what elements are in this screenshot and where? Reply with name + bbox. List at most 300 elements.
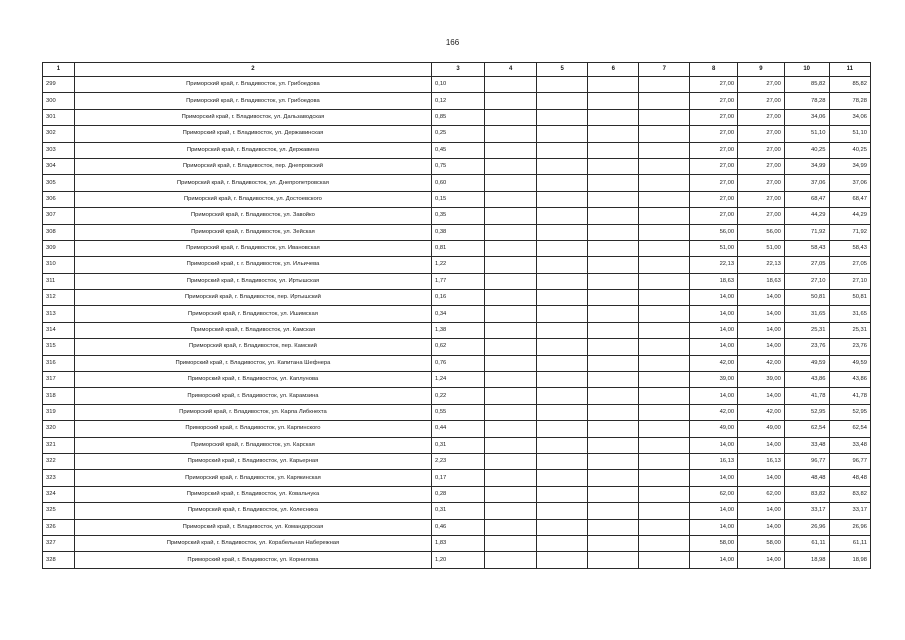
- table-row: [43, 191, 871, 207]
- cell-value-10: 31,65: [784, 306, 829, 322]
- cell-length: 1,77: [432, 273, 485, 289]
- cell-value-9: 14,00: [738, 290, 785, 306]
- table-row: [43, 158, 871, 174]
- cell-value-9: 14,00: [738, 503, 785, 519]
- cell-col-4: [485, 126, 537, 142]
- cell-col-4: [485, 388, 537, 404]
- cell-value-8: 27,00: [690, 142, 738, 158]
- cell-row-number: 324: [43, 486, 75, 502]
- cell-col-6: [588, 257, 639, 273]
- tariff-table: [42, 62, 871, 569]
- cell-col-5: [537, 486, 588, 502]
- cell-value-9: 14,00: [738, 322, 785, 338]
- cell-value-11: 48,48: [829, 470, 871, 486]
- cell-col-7: [639, 77, 690, 93]
- cell-col-7: [639, 191, 690, 207]
- cell-address: Приморский край, г. Владивосток, ул. Грибоедова: [74, 77, 431, 93]
- cell-value-11: 58,43: [829, 240, 871, 256]
- cell-length: 1,83: [432, 535, 485, 551]
- cell-col-7: [639, 142, 690, 158]
- cell-address: Приморский край, г. Владивосток, ул. Дальзаводская: [74, 109, 431, 125]
- cell-length: 0,35: [432, 208, 485, 224]
- cell-address: Приморский край, г. Владивосток, ул. Завойко: [74, 208, 431, 224]
- cell-value-9: 58,00: [738, 535, 785, 551]
- cell-row-number: 325: [43, 503, 75, 519]
- cell-value-8: 58,00: [690, 535, 738, 551]
- cell-col-6: [588, 175, 639, 191]
- cell-col-4: [485, 503, 537, 519]
- cell-value-8: 27,00: [690, 191, 738, 207]
- cell-address: Приморский край, г. Владивосток, ул. Карла Либкнехта: [74, 404, 431, 420]
- cell-col-5: [537, 306, 588, 322]
- cell-col-4: [485, 257, 537, 273]
- cell-address: Приморский край, г. Владивосток, ул. Достоевского: [74, 191, 431, 207]
- cell-length: 0,62: [432, 339, 485, 355]
- cell-col-4: [485, 470, 537, 486]
- cell-col-5: [537, 453, 588, 469]
- cell-value-11: 71,92: [829, 224, 871, 240]
- cell-row-number: 313: [43, 306, 75, 322]
- cell-col-6: [588, 535, 639, 551]
- table-row: [43, 535, 871, 551]
- cell-value-11: 34,99: [829, 158, 871, 174]
- cell-value-8: 14,00: [690, 290, 738, 306]
- cell-address: Приморский край, г. Владивосток, ул. Державина: [74, 142, 431, 158]
- cell-col-7: [639, 535, 690, 551]
- cell-row-number: 305: [43, 175, 75, 191]
- table-body: [43, 77, 871, 569]
- cell-value-10: 34,99: [784, 158, 829, 174]
- cell-length: 0,76: [432, 355, 485, 371]
- cell-col-7: [639, 437, 690, 453]
- cell-address: Приморский край, г. Владивосток, ул. Капитана Шефнера: [74, 355, 431, 371]
- cell-col-7: [639, 404, 690, 420]
- cell-value-11: 26,96: [829, 519, 871, 535]
- table-row: [43, 486, 871, 502]
- cell-address: Приморский край, г. Владивосток, ул. Ишимская: [74, 306, 431, 322]
- table-row: [43, 142, 871, 158]
- cell-col-5: [537, 470, 588, 486]
- cell-col-7: [639, 273, 690, 289]
- cell-value-9: 27,00: [738, 208, 785, 224]
- cell-col-7: [639, 126, 690, 142]
- cell-col-7: [639, 552, 690, 568]
- cell-address: Приморский край, г. Владивосток, ул. Камская: [74, 322, 431, 338]
- table-row: [43, 503, 871, 519]
- cell-col-4: [485, 191, 537, 207]
- cell-length: 1,20: [432, 552, 485, 568]
- cell-row-number: 309: [43, 240, 75, 256]
- cell-col-7: [639, 470, 690, 486]
- cell-value-10: 71,92: [784, 224, 829, 240]
- table-row: [43, 322, 871, 338]
- cell-value-8: 22,13: [690, 257, 738, 273]
- cell-col-7: [639, 93, 690, 109]
- cell-value-8: 14,00: [690, 437, 738, 453]
- table-row: [43, 470, 871, 486]
- cell-col-5: [537, 404, 588, 420]
- cell-length: 0,46: [432, 519, 485, 535]
- table-row: [43, 109, 871, 125]
- cell-length: 0,31: [432, 503, 485, 519]
- cell-value-11: 37,06: [829, 175, 871, 191]
- cell-value-8: 27,00: [690, 109, 738, 125]
- cell-address: Приморский край, г. Владивосток, ул. Иртышская: [74, 273, 431, 289]
- cell-value-10: 68,47: [784, 191, 829, 207]
- cell-length: 1,22: [432, 257, 485, 273]
- cell-value-10: 27,05: [784, 257, 829, 273]
- cell-col-5: [537, 519, 588, 535]
- cell-col-6: [588, 191, 639, 207]
- table-row: [43, 273, 871, 289]
- cell-col-6: [588, 142, 639, 158]
- cell-row-number: 326: [43, 519, 75, 535]
- cell-col-4: [485, 437, 537, 453]
- cell-address: Приморский край, г. Владивосток, ул. Карякинская: [74, 470, 431, 486]
- cell-col-5: [537, 290, 588, 306]
- cell-row-number: 307: [43, 208, 75, 224]
- cell-value-10: 26,96: [784, 519, 829, 535]
- cell-col-5: [537, 109, 588, 125]
- cell-col-7: [639, 453, 690, 469]
- column-header-2: 2: [74, 63, 431, 77]
- cell-col-4: [485, 404, 537, 420]
- cell-length: 1,24: [432, 372, 485, 388]
- column-header-9: 9: [738, 63, 785, 77]
- cell-value-10: 40,25: [784, 142, 829, 158]
- cell-value-9: 14,00: [738, 437, 785, 453]
- cell-value-11: 33,48: [829, 437, 871, 453]
- cell-col-6: [588, 552, 639, 568]
- cell-col-5: [537, 437, 588, 453]
- cell-value-11: 83,82: [829, 486, 871, 502]
- cell-value-9: 51,00: [738, 240, 785, 256]
- cell-value-8: 62,00: [690, 486, 738, 502]
- cell-row-number: 303: [43, 142, 75, 158]
- cell-value-10: 51,10: [784, 126, 829, 142]
- cell-value-11: 52,95: [829, 404, 871, 420]
- cell-col-6: [588, 339, 639, 355]
- cell-col-4: [485, 372, 537, 388]
- cell-value-10: 44,29: [784, 208, 829, 224]
- cell-col-5: [537, 77, 588, 93]
- cell-length: 0,22: [432, 388, 485, 404]
- cell-value-8: 14,00: [690, 519, 738, 535]
- cell-value-10: 34,06: [784, 109, 829, 125]
- cell-length: 0,16: [432, 290, 485, 306]
- page-number: 166: [445, 38, 460, 47]
- cell-value-9: 27,00: [738, 109, 785, 125]
- cell-value-9: 27,00: [738, 158, 785, 174]
- cell-row-number: 318: [43, 388, 75, 404]
- cell-value-11: 49,59: [829, 355, 871, 371]
- cell-value-11: 68,47: [829, 191, 871, 207]
- cell-value-10: 33,17: [784, 503, 829, 519]
- cell-value-11: 31,65: [829, 306, 871, 322]
- cell-col-7: [639, 208, 690, 224]
- cell-col-5: [537, 388, 588, 404]
- cell-value-10: 49,59: [784, 355, 829, 371]
- cell-col-4: [485, 77, 537, 93]
- cell-value-8: 27,00: [690, 77, 738, 93]
- cell-col-6: [588, 273, 639, 289]
- cell-length: 0,60: [432, 175, 485, 191]
- cell-col-6: [588, 421, 639, 437]
- cell-value-10: 27,10: [784, 273, 829, 289]
- cell-value-11: 78,28: [829, 93, 871, 109]
- cell-value-9: 56,00: [738, 224, 785, 240]
- cell-row-number: 327: [43, 535, 75, 551]
- cell-col-7: [639, 240, 690, 256]
- cell-value-8: 14,00: [690, 552, 738, 568]
- cell-address: Приморский край, г. Владивосток, ул. Карамзина: [74, 388, 431, 404]
- cell-col-6: [588, 453, 639, 469]
- cell-col-5: [537, 503, 588, 519]
- cell-value-10: 25,31: [784, 322, 829, 338]
- cell-length: 0,55: [432, 404, 485, 420]
- cell-col-5: [537, 175, 588, 191]
- cell-value-9: 27,00: [738, 175, 785, 191]
- cell-col-5: [537, 322, 588, 338]
- cell-value-8: 56,00: [690, 224, 738, 240]
- cell-value-11: 40,25: [829, 142, 871, 158]
- cell-col-7: [639, 503, 690, 519]
- cell-col-7: [639, 224, 690, 240]
- cell-col-5: [537, 421, 588, 437]
- cell-col-4: [485, 486, 537, 502]
- cell-address: Приморский край, г. Владивосток, ул. Колесника: [74, 503, 431, 519]
- cell-value-9: 14,00: [738, 552, 785, 568]
- cell-value-10: 61,11: [784, 535, 829, 551]
- cell-value-11: 51,10: [829, 126, 871, 142]
- cell-value-11: 44,29: [829, 208, 871, 224]
- cell-col-4: [485, 93, 537, 109]
- cell-value-11: 34,06: [829, 109, 871, 125]
- cell-row-number: 304: [43, 158, 75, 174]
- cell-col-7: [639, 339, 690, 355]
- cell-value-10: 48,48: [784, 470, 829, 486]
- cell-col-6: [588, 93, 639, 109]
- cell-value-8: 14,00: [690, 339, 738, 355]
- cell-value-9: 39,00: [738, 372, 785, 388]
- table-row: [43, 290, 871, 306]
- cell-address: Приморский край, г. Владивосток, ул. Корнилова: [74, 552, 431, 568]
- cell-value-9: 27,00: [738, 93, 785, 109]
- cell-address: Приморский край, г. Владивосток, пер. Днепровский: [74, 158, 431, 174]
- cell-value-10: 78,28: [784, 93, 829, 109]
- table-row: [43, 421, 871, 437]
- table-row: [43, 339, 871, 355]
- cell-length: 0,17: [432, 470, 485, 486]
- cell-length: 2,23: [432, 453, 485, 469]
- table-row: [43, 175, 871, 191]
- table-row: [43, 453, 871, 469]
- column-header-1: 1: [43, 63, 75, 77]
- cell-col-7: [639, 388, 690, 404]
- cell-col-7: [639, 355, 690, 371]
- cell-value-9: 14,00: [738, 306, 785, 322]
- cell-value-9: 49,00: [738, 421, 785, 437]
- cell-col-7: [639, 158, 690, 174]
- cell-value-9: 42,00: [738, 355, 785, 371]
- cell-col-5: [537, 257, 588, 273]
- cell-value-11: 96,77: [829, 453, 871, 469]
- cell-value-10: 83,82: [784, 486, 829, 502]
- cell-value-11: 27,05: [829, 257, 871, 273]
- table-row: [43, 240, 871, 256]
- cell-value-8: 16,13: [690, 453, 738, 469]
- cell-value-8: 27,00: [690, 175, 738, 191]
- cell-row-number: 312: [43, 290, 75, 306]
- cell-col-5: [537, 208, 588, 224]
- cell-col-7: [639, 109, 690, 125]
- table-row: [43, 355, 871, 371]
- cell-address: Приморский край, г. Владивосток, ул. Карьерная: [74, 453, 431, 469]
- cell-value-11: 23,76: [829, 339, 871, 355]
- cell-address: Приморский край, г. Владивосток, ул. Карская: [74, 437, 431, 453]
- cell-col-6: [588, 372, 639, 388]
- cell-row-number: 317: [43, 372, 75, 388]
- cell-col-5: [537, 552, 588, 568]
- cell-col-6: [588, 240, 639, 256]
- cell-col-4: [485, 355, 537, 371]
- cell-col-5: [537, 372, 588, 388]
- cell-col-7: [639, 306, 690, 322]
- cell-row-number: 321: [43, 437, 75, 453]
- cell-value-8: 51,00: [690, 240, 738, 256]
- table-row: [43, 224, 871, 240]
- cell-row-number: 323: [43, 470, 75, 486]
- cell-value-9: 27,00: [738, 191, 785, 207]
- cell-value-10: 62,54: [784, 421, 829, 437]
- cell-col-6: [588, 208, 639, 224]
- table-row: [43, 126, 871, 142]
- cell-address: Приморский край, г. Владивосток, ул. Грибоедова: [74, 93, 431, 109]
- cell-value-8: 14,00: [690, 306, 738, 322]
- cell-address: Приморский край, г. Владивосток, ул. Зейская: [74, 224, 431, 240]
- cell-length: 0,75: [432, 158, 485, 174]
- cell-value-10: 33,48: [784, 437, 829, 453]
- cell-value-8: 27,00: [690, 126, 738, 142]
- cell-col-4: [485, 453, 537, 469]
- cell-col-6: [588, 437, 639, 453]
- table-row: [43, 437, 871, 453]
- cell-value-8: 14,00: [690, 503, 738, 519]
- cell-value-8: 42,00: [690, 355, 738, 371]
- cell-row-number: 310: [43, 257, 75, 273]
- cell-col-6: [588, 224, 639, 240]
- cell-row-number: 306: [43, 191, 75, 207]
- cell-value-9: 62,00: [738, 486, 785, 502]
- cell-row-number: 314: [43, 322, 75, 338]
- cell-length: 0,85: [432, 109, 485, 125]
- cell-length: 0,81: [432, 240, 485, 256]
- table-row: [43, 519, 871, 535]
- cell-address: Приморский край, г. Владивосток, ул. Ковальчука: [74, 486, 431, 502]
- cell-value-11: 43,86: [829, 372, 871, 388]
- cell-value-8: 27,00: [690, 208, 738, 224]
- table-row: [43, 306, 871, 322]
- cell-col-5: [537, 339, 588, 355]
- column-header-10: 10: [784, 63, 829, 77]
- cell-length: 1,38: [432, 322, 485, 338]
- cell-value-8: 27,00: [690, 93, 738, 109]
- cell-col-4: [485, 158, 537, 174]
- cell-col-4: [485, 421, 537, 437]
- cell-value-11: 62,54: [829, 421, 871, 437]
- cell-row-number: 301: [43, 109, 75, 125]
- cell-col-5: [537, 142, 588, 158]
- cell-length: 0,34: [432, 306, 485, 322]
- cell-value-10: 96,77: [784, 453, 829, 469]
- cell-col-6: [588, 306, 639, 322]
- table-row: [43, 77, 871, 93]
- cell-length: 0,45: [432, 142, 485, 158]
- cell-col-6: [588, 404, 639, 420]
- cell-address: Приморский край, г. Владивосток, пер. Иртышский: [74, 290, 431, 306]
- cell-col-6: [588, 355, 639, 371]
- column-header-11: 11: [829, 63, 871, 77]
- cell-value-8: 18,63: [690, 273, 738, 289]
- cell-value-10: 85,82: [784, 77, 829, 93]
- cell-row-number: 328: [43, 552, 75, 568]
- cell-address: Приморский край, г. Владивосток, ул. Ивановская: [74, 240, 431, 256]
- column-header-4: 4: [485, 63, 537, 77]
- cell-col-4: [485, 142, 537, 158]
- cell-value-10: 41,78: [784, 388, 829, 404]
- cell-address: Приморский край, г. Владивосток, ул. Корабельная Набережная: [74, 535, 431, 551]
- column-header-8: 8: [690, 63, 738, 77]
- cell-col-5: [537, 191, 588, 207]
- cell-col-6: [588, 519, 639, 535]
- cell-row-number: 302: [43, 126, 75, 142]
- cell-col-5: [537, 240, 588, 256]
- table-row: [43, 552, 871, 568]
- cell-value-10: 23,76: [784, 339, 829, 355]
- cell-value-10: 43,86: [784, 372, 829, 388]
- cell-col-7: [639, 322, 690, 338]
- cell-col-7: [639, 519, 690, 535]
- cell-value-8: 14,00: [690, 388, 738, 404]
- cell-col-6: [588, 486, 639, 502]
- cell-value-9: 42,00: [738, 404, 785, 420]
- cell-value-11: 41,78: [829, 388, 871, 404]
- cell-col-6: [588, 322, 639, 338]
- cell-col-7: [639, 486, 690, 502]
- cell-value-9: 27,00: [738, 142, 785, 158]
- cell-col-6: [588, 158, 639, 174]
- cell-length: 0,15: [432, 191, 485, 207]
- cell-value-9: 27,00: [738, 126, 785, 142]
- cell-col-4: [485, 224, 537, 240]
- cell-col-7: [639, 421, 690, 437]
- cell-value-9: 16,13: [738, 453, 785, 469]
- cell-address: Приморский край, г. Владивосток, ул. Карпинского: [74, 421, 431, 437]
- cell-value-11: 50,81: [829, 290, 871, 306]
- cell-col-6: [588, 470, 639, 486]
- cell-col-4: [485, 552, 537, 568]
- cell-value-11: 18,98: [829, 552, 871, 568]
- cell-value-9: 22,13: [738, 257, 785, 273]
- cell-value-11: 25,31: [829, 322, 871, 338]
- cell-col-4: [485, 208, 537, 224]
- cell-length: 0,10: [432, 77, 485, 93]
- cell-col-6: [588, 503, 639, 519]
- cell-row-number: 316: [43, 355, 75, 371]
- cell-value-10: 18,98: [784, 552, 829, 568]
- cell-value-10: 58,43: [784, 240, 829, 256]
- cell-row-number: 322: [43, 453, 75, 469]
